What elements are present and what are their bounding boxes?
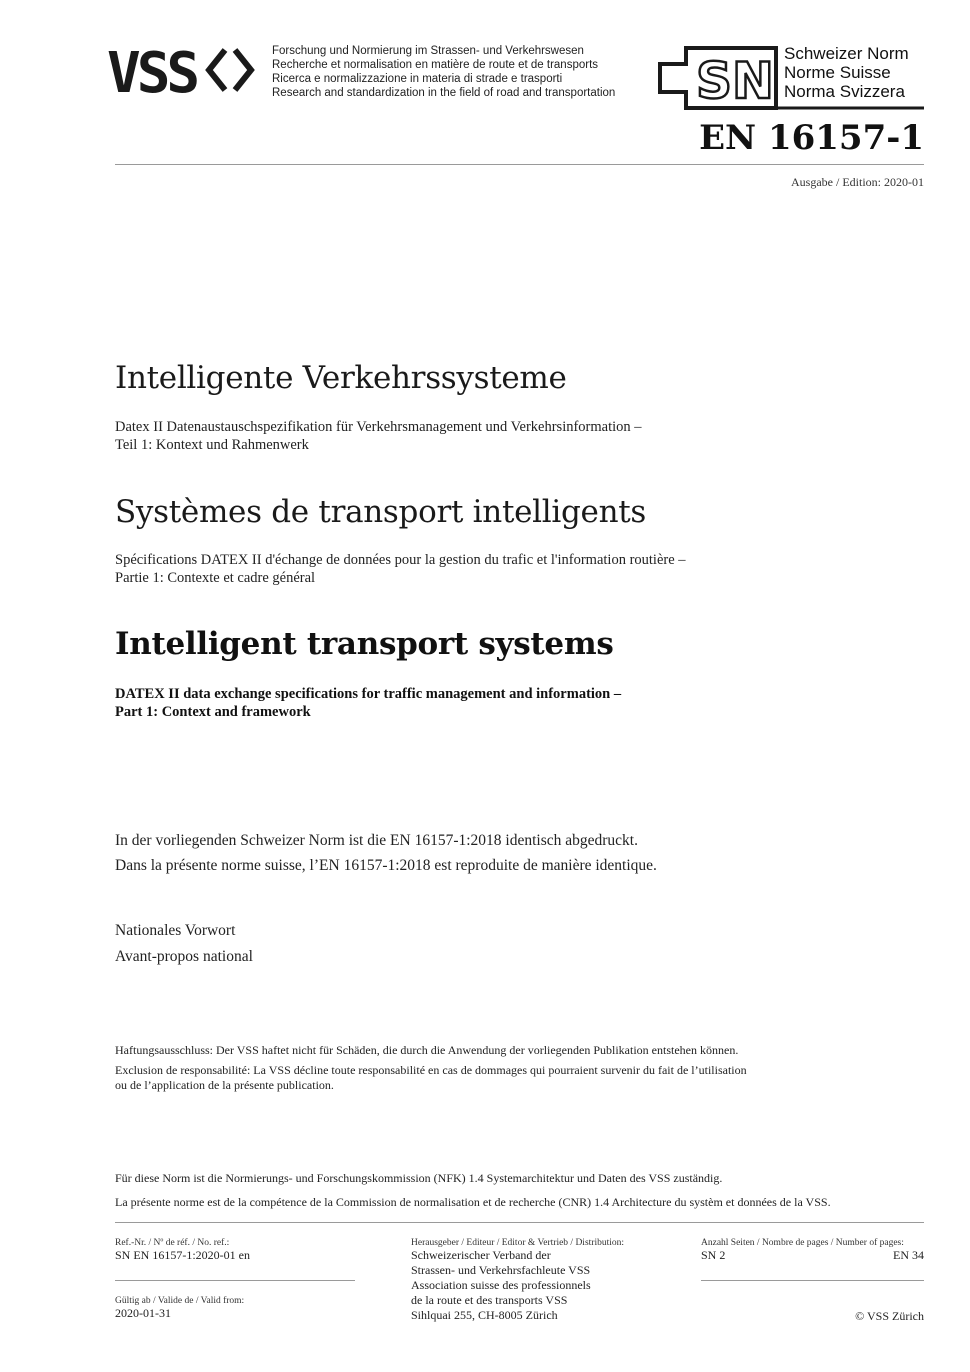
footer-divider [115,1222,924,1223]
disclaimer-line: ou de l’application de la présente publication. [115,1078,334,1092]
reference-divider [115,1280,355,1281]
publisher-line: de la route et des transports VSS [411,1293,568,1307]
page-count-values [701,1248,924,1263]
vss-logo-text: VSS [107,42,197,100]
vss-tagline-line: Ricerca e normalizzazione in materia di strade e trasporti [272,73,563,85]
national-foreword-fr: Avant-propos national [115,948,253,965]
subtitle-line: Part 1: Context and framework [115,704,311,720]
subtitle-line: DATEX II data exchange specifications for traffic management and information – [115,686,622,702]
sn-logo-text: SN [696,52,774,110]
reference-value: SN EN 16157-1:2020-01 en [115,1248,250,1262]
valid-from-block [115,1296,244,1321]
header-divider [115,164,924,165]
page-count-label: Anzahl Seiten / Nombre de pages / Number of pages: [701,1238,904,1248]
subtitle-line: Datex II Datenaustauschspezifikation für Verkehrsmanagement und Verkehrsinformation – [115,419,642,435]
subtitle-line: Teil 1: Kontext und Rahmenwerk [115,437,309,453]
disclaimer-de: Haftungsausschluss: Der VSS haftet nicht für Schäden, die durch die Anwendung der vorliegenden Publikation entstehen können. [115,1043,739,1057]
vss-tagline-line: Forschung und Normierung im Strassen- und Verkehrswesen [272,45,584,57]
subtitle-english [115,685,621,721]
reference-block [115,1238,250,1263]
sn-name-it: Norma Svizzera [784,82,905,101]
identical-statement-fr: Dans la présente norme suisse, l’EN 16157-1:2018 est reproduite de manière identique. [115,857,657,874]
page-count-block [701,1238,924,1263]
subtitle-line: Partie 1: Contexte et cadre général [115,570,316,586]
title-french: Systèmes de transport intelligents [115,494,647,530]
publisher-address: Sihlquai 255, CH-8005 Zürich [411,1308,558,1322]
title-german: Intelligente Verkehrssysteme [115,360,567,396]
vss-logo [107,42,267,100]
page-count-divider [701,1280,924,1281]
committee-fr: La présente norme est de la compétence de la Commission de normalisation et de recherche (CNR) 1.4 Architecture du systèm et données de la VSS. [115,1195,831,1209]
sn-name-fr: Norme Suisse [784,63,891,82]
publisher-block [411,1238,624,1323]
publisher-line: Association suisse des professionnels [411,1278,591,1292]
copyright: © VSS Zürich [855,1309,924,1323]
valid-from-value: 2020-01-31 [115,1306,171,1320]
reference-label: Ref.-Nr. / Nº de réf. / No. ref.: [115,1238,230,1248]
disclaimer-line: Exclusion de responsabilité: La VSS décline toute responsabilité en cas de dommages qui pourraient survenir du fait de l’utilisation [115,1063,747,1077]
page-count-en: EN 34 [893,1248,924,1262]
vss-arrow-icon [209,50,251,90]
publisher-line: Strassen- und Verkehrsfachleute VSS [411,1263,591,1277]
vss-tagline-line: Research and standardization in the field of road and transportation [272,87,616,99]
sn-names [784,44,909,101]
document-number: EN 16157-1 [699,118,924,158]
identical-statement-de: In der vorliegenden Schweizer Norm ist die EN 16157-1:2018 identisch abgedruckt. [115,832,638,849]
publisher-line: Schweizerischer Verband der [411,1248,551,1262]
disclaimer-fr [115,1063,747,1093]
subtitle-line: Spécifications DATEX II d'échange de données pour la gestion du trafic et l'information routière – [115,552,686,568]
valid-from-label: Gültig ab / Valide de / Valid from: [115,1296,245,1306]
vss-tagline-line: Recherche et normalisation en matière de route et de transports [272,59,599,71]
publisher-label: Herausgeber / Editeur / Editor & Vertrieb / Distribution: [411,1238,624,1248]
committee-de: Für diese Norm ist die Normierungs- und Forschungskommission (NFK) 1.4 Systemarchitektur und Daten des VSS zuständig. [115,1171,723,1185]
subtitle-german [115,418,642,454]
title-english: Intelligent transport systems [115,626,614,662]
national-foreword-de: Nationales Vorwort [115,922,236,939]
sn-name-de: Schweizer Norm [784,44,909,63]
vss-tagline [272,44,615,100]
edition-date: Ausgabe / Edition: 2020-01 [791,175,924,189]
subtitle-french [115,551,686,587]
page-count-sn: SN 2 [701,1248,726,1262]
